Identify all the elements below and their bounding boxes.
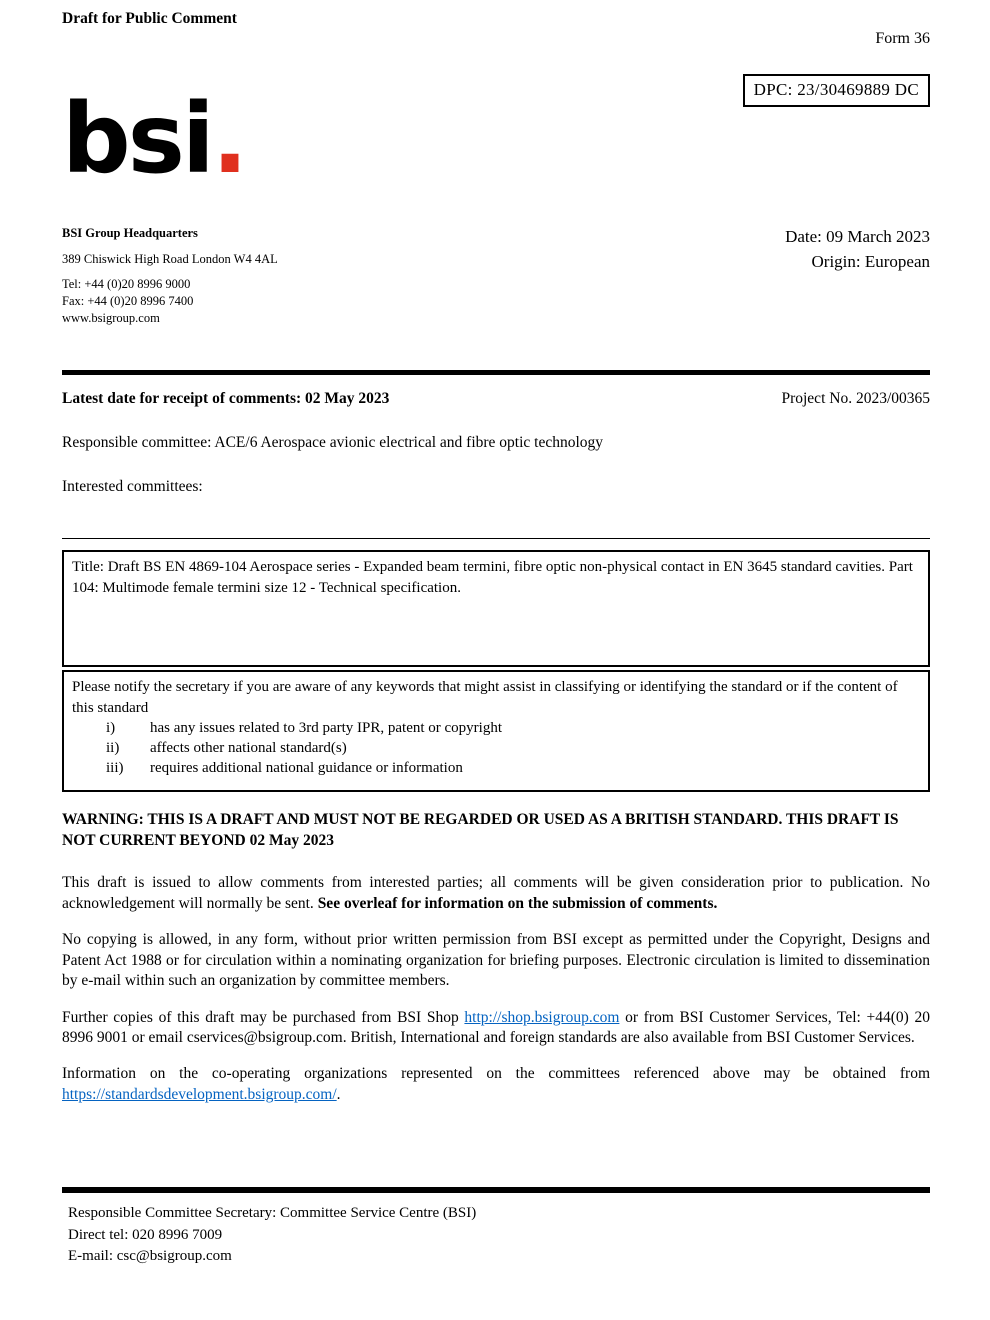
responsible-committee-line: Responsible committee: ACE/6 Aerospace avionic electrical and fibre optic technology [62,434,604,452]
paragraph-cooperating-orgs [62,1064,930,1105]
date-origin-block [785,225,930,326]
paragraph-further-copies [62,1008,930,1049]
keyword-item-number: ii) [106,740,120,757]
latest-date-label: Latest date for receipt of comments: 02 May 2023 [62,390,390,408]
keyword-item [72,718,920,738]
interested-committees-line: Interested committees: [62,478,203,496]
keyword-item-text: affects other national standard(s) [150,740,347,757]
footer-secretary: Responsible Committee Secretary: Committee Service Centre (BSI) [68,1205,477,1222]
p4-text-b: . [336,1085,341,1103]
title-box [62,550,930,667]
footer-block [62,1203,930,1267]
address-block [62,225,278,326]
keyword-item-number: iii) [106,760,124,777]
paragraph-no-copying: No copying is allowed, in any form, without prior written permission from BSI except as permitted under the Copyright, Designs and Patent Act 1988 or for circulation within a nominating organization for briefing purposes. Electronic circulation is limited to dissemination by e-mail within such an organization by committee members. [62,931,930,990]
keyword-item [72,738,920,758]
warning-paragraph: WARNING: THIS IS A DRAFT AND MUST NOT BE REGARDED OR USED AS A BRITISH STANDARD. THIS DRAFT IS NOT CURRENT BEYOND 02 May 2023 [62,811,899,849]
hq-tel: Tel: +44 (0)20 8996 9000 [62,276,191,291]
form-number: Form 36 [875,30,930,47]
bsi-logo-text: bsi [62,83,212,195]
address-meta-row [62,225,930,326]
standards-development-link[interactable]: https://standardsdevelopment.bsigroup.com/ [62,1085,337,1103]
dpc-number-box: DPC: 23/30469889 DC [743,74,930,107]
project-number: Project No. 2023/00365 [781,390,930,408]
divider-thick-top [62,370,930,375]
p4-text-a: Information on the co-operating organizations represented on the committees referenced above may be obtained from [62,1065,930,1083]
origin-line: Origin: European [811,251,930,271]
p1-normal-text: This draft is issued to allow comments from interested parties; all comments will be given consideration prior to publication. No acknowledgement will normally be sent. [62,874,930,912]
hq-address: 389 Chiswick High Road London W4 4AL [62,251,278,266]
divider-thin [62,538,930,539]
draft-for-public-comment-label: Draft for Public Comment [62,10,237,27]
footer-tel: Direct tel: 020 8996 7009 [68,1226,223,1243]
hq-title: BSI Group Headquarters [62,226,198,240]
date-line: Date: 09 March 2023 [785,227,930,246]
keyword-item-text: requires additional national guidance or information [150,760,463,777]
divider-thick-bottom [62,1187,930,1193]
bsi-shop-link[interactable]: http://shop.bsigroup.com [464,1008,620,1026]
p1-bold-text: See overleaf for information on the submission of comments. [317,894,718,912]
keywords-box [62,670,930,792]
keyword-item [72,758,920,778]
keyword-item-number: i) [106,719,116,736]
title-text: Title: Draft BS EN 4869-104 Aerospace series - Expanded beam termini, fibre optic non-physical contact in EN 3645 standard cavities. Part 104: Multimode female termini size 12 - Technical specification. [72,559,913,596]
footer-email: E-mail: csc@bsigroup.com [68,1247,232,1264]
logo-red-dot: . [211,83,246,195]
hq-fax: Fax: +44 (0)20 8996 7400 [62,293,194,308]
hq-web: www.bsigroup.com [62,310,160,325]
p3-text-b: or from BSI Customer Services, Tel: +44(0) 20 8996 9001 or email cservices@bsigroup.com. British, International and foreign standards are also available from BSI Customer Services. [62,1008,931,1046]
keywords-intro: Please notify the secretary if you are aware of any keywords that might assist in classifying or identifying the standard or if the content of this standard [72,679,898,716]
keyword-item-text: has any issues related to 3rd party IPR, patent or copyright [150,719,503,736]
p3-text-a: Further copies of this draft may be purchased from BSI Shop [62,1008,465,1026]
paragraph-comments-issued [62,873,930,914]
comments-deadline-row [62,390,930,408]
